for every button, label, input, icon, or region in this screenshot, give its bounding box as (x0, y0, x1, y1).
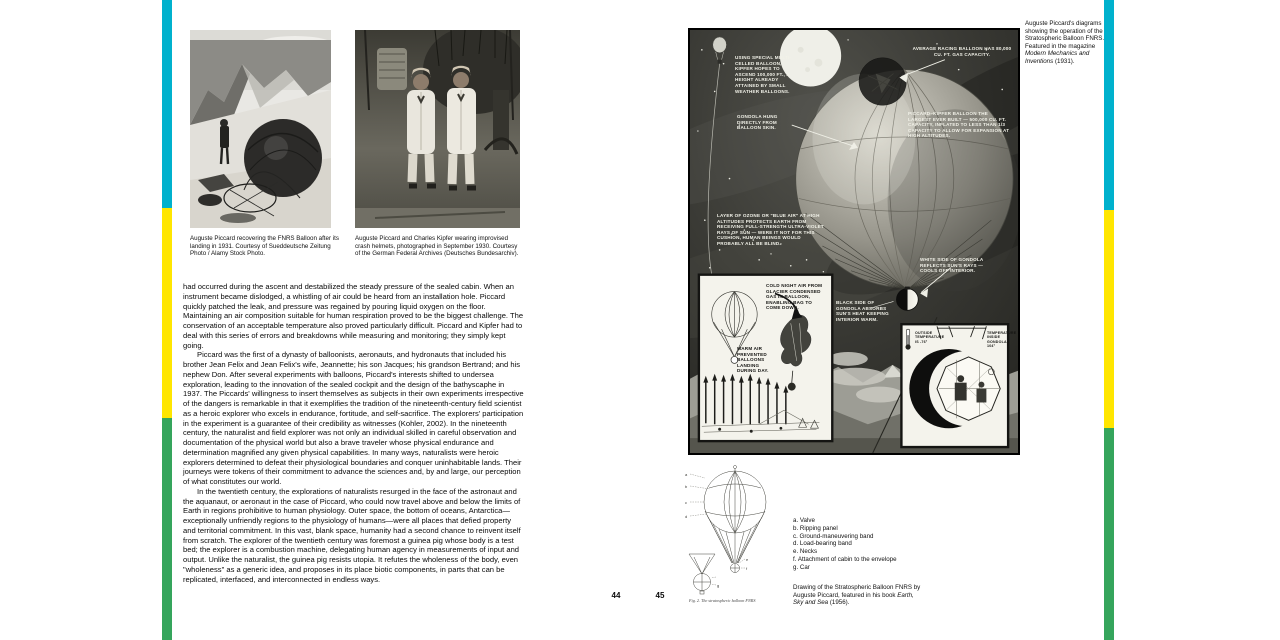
fig-label-f: f (746, 566, 748, 571)
fig-label-c: c (685, 500, 687, 505)
diagram-label-gondola-hung: GONDOLA HUNG DIRECTLY FROM BALLOON SKIN. (737, 114, 778, 131)
diagram-label-warm-air: WARM AIR PREVENTED BALLOONS LANDING DURING DAY. (737, 346, 769, 374)
legend-item: e. Necks (793, 548, 818, 556)
right-bar-green-segment (1104, 428, 1114, 640)
paragraph: In the twentieth century, the explorations of naturalists resurged in the face of the astronaut and the aquanaut, or aeronaut in the case of Piccard, who could now travel above and below the limits of Earth in regions prohibitive to human physiology. Outer space, the bottom of oceans, Antarctica—exceptionally unfriendly regions to the physiology of humans—were all places that defied property and territorial commitment. In this vast, blank space, humanity had a second chance to reinvent itself from scratch. The explorer of the twentieth century was foremost a guinea pig whose body is a test bed; the explorer is a combustion machine, delegating human agency in measurements of input and output. Unlike the naturalist, the guinea pig resists utopia. It refutes the wholeness of the body, even "wholeness" as a generic idea, and proposes in its place biotic components, in parts that can be replicated, interfaced, and interconnected in endless ways. (183, 486, 521, 584)
fig-label-e: e (746, 557, 749, 562)
caption-text: (1956). (828, 599, 850, 606)
diagram-label-ozone: LAYER OF OZONE OR "BLUE AIR" AT HIGH ALTITUDES PROTECTS EARTH FROM RECEIVING FULL-STRENGTH ULTRA-VIOLET RAYS OF SUN — WERE IT NOT FOR THIS CUSHION, HUMAN BEINGS WOULD PROBABLY ALL BE BLIND. (717, 213, 824, 246)
caption-drawing-bottom-right (793, 584, 923, 607)
legend-item: b. Ripping panel (793, 524, 838, 532)
right-bar-yellow-segment (1104, 210, 1114, 428)
fig2-caption: Fig. 2. The stratospheric balloon FNRS (689, 598, 756, 603)
diagram-label-outside-temp: OUTSIDE TEMPERATURE IS -76° (915, 331, 945, 344)
diagram-label-cold-night: COLD NIGHT AIR FROM GLACIER CONDENSED GAS IN BALLOON, ENABLING BAG TO COME DOWN. (766, 283, 823, 311)
fig2-balloon-line-drawing (683, 462, 783, 608)
caption-italic-title: Earth, Sky and Sea (793, 591, 914, 606)
photo-piccard-fnrs-recovery (190, 30, 331, 228)
vintage-magazine-diagram (688, 28, 1020, 455)
fig-label-b: b (685, 484, 688, 489)
diagram-label-inside-temp: TEMPERATURE INSIDE GONDOLA 104° (987, 331, 1017, 349)
diagram-label-black-side: BLACK SIDE OF GONDOLA ABSORBS SUN'S HEAT KEEPING INTERIOR WARM. (836, 300, 889, 322)
photo-piccard-kipfer-helmets (355, 30, 520, 228)
diagram-label-average-racing: AVERAGE RACING BALLOON HAS 80,000 CU. FT. GAS CAPACITY. (912, 46, 1012, 57)
left-bar-teal-segment (162, 0, 172, 208)
page-number-left: 44 (611, 591, 621, 600)
fig-label-d: d (685, 514, 688, 519)
legend-item: c. Ground-maneuvering band (793, 532, 874, 540)
caption-text: (1931). (1053, 57, 1075, 65)
left-edge-color-bar (162, 0, 172, 640)
caption-italic-title: Modern Mechanics and Inventions (1025, 50, 1090, 65)
balloon-parts-legend (793, 517, 925, 572)
caption-photo-1: Auguste Piccard recovering the FNRS Balloon after its landing in 1931. Courtesy of Sueddeutsche Zeitung Photo / Alamy Stock Photo. (190, 235, 339, 257)
paragraph: had occurred during the ascent and destabilized the steady pressure of the sealed cabin. When an instrument became dislodged, a whistling of air could be heard from an installation hole. Piccard quickly patched the leak, and pressure was regained by pouring liquid oxygen on the floor. Maintaining an air composition suitable for human respiration proved to be the biggest challenge. The conservation of an acceptable temperature also proved particularly difficult. Piccard and Kipfer had to deal with this series of errors and breakdowns while measuring and monitoring; they simply kept going. (183, 282, 524, 350)
left-bar-green-segment (162, 418, 172, 640)
caption-photo-2: Auguste Piccard and Charles Kipfer wearing improvised crash helmets, photographed in September 1930. Courtesy of the German Federal Archives (Deutsches Bundesarchiv). (355, 235, 519, 257)
caption-text: Drawing of the Stratospheric Balloon FNRS by Auguste Piccard, featured in his book (793, 584, 921, 599)
legend-item: f. Attachment of cabin to the envelope (793, 555, 897, 563)
legend-item: g. Car (793, 563, 810, 571)
fig-label-g: g (717, 583, 720, 588)
body-text-column (183, 282, 525, 584)
caption-text: Auguste Piccard's diagrams showing the operation of the Stratospheric Balloon FNRS. Featured in the magazine (1025, 20, 1105, 50)
paragraph: Piccard was the first of a dynasty of balloonists, aeronauts, and hydronauts that included his brother Jean Felix and Jean Felix's wife, Jeannette; his son Jacques; his grandson Bertrand; and his nephew Don. After several experiments with balloons, Piccard's interests shifted to undersea exploration, leading to the innovation of the sealed cockpit and the design of the bathyscaphe in 1937. The Piccards' willingness to insert themselves as subjects in their own experiments irrespective of the dangers is remarkable in that it exemplifies the tradition of the nineteenth-century field scientist as a heroic explorer who excels in endurance, fortitude, and self-sacrifice. The explorers' participation in the experiment is a guarantee of their credibility as witnesses (Kohler, 2002). In the nineteenth century, the naturalist and field explorer was not only an individual skilled in careful observation and documentation of the physical world but also a brave traveler whose physical endurance and determination magnified any given physical capabilities. In many ways, naturalists were heroic explorers determined to defeat their physiological boundaries and conquer uninhabitable lands. Their journeys were tokens of their commitment to advance the sciences and, by and large, our perception of what constitutes our world. (183, 350, 524, 486)
diagram-label-piccard-kipfer: PICCARD–KIPFER BALLOON THE LARGEST EVER BUILT — 500,000 CU. FT. CAPACITY, INFLATED TO LESS THAN 1/3 CAPACITY TO ALLOW FOR EXPANSION AT HIGH ALTITUDES. (908, 111, 1010, 139)
right-edge-color-bar (1104, 0, 1114, 640)
page-number-right: 45 (655, 591, 665, 600)
left-bar-yellow-segment (162, 208, 172, 418)
diagram-label-white-side: WHITE SIDE OF GONDOLA REFLECTS SUN'S RAYS — COOLS OFF INTERIOR. (920, 257, 984, 274)
right-bar-teal-segment (1104, 0, 1114, 210)
diagram-label-using-special: USING SPECIAL MULTI-CELLED BALLOON, KIPFER HOPES TO ASCEND 100,000 FT., A HEIGHT ALREADY ATTAINED BY SMALL WEATHER BALLOONS. (735, 55, 792, 94)
caption-diagram-top-right (1025, 20, 1105, 65)
legend-item: a. Valve (793, 517, 815, 524)
fig-label-a: a (685, 472, 688, 477)
legend-item: d. Load-bearing band (793, 540, 852, 548)
